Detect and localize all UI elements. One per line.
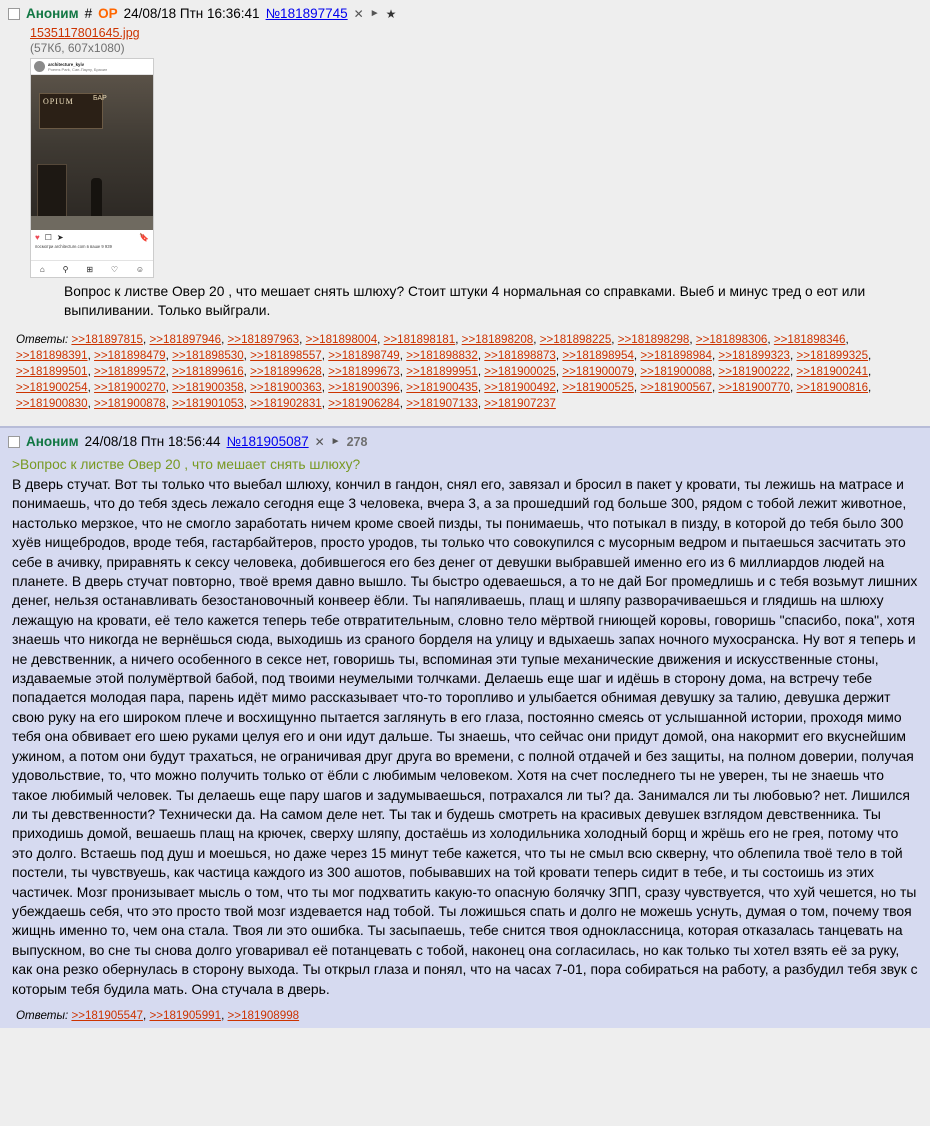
reply-count-badge: 278 (346, 435, 368, 449)
post-date: 24/08/18 Птн 18:56:44 (84, 434, 221, 449)
reply-post (0, 426, 930, 1028)
op-post-body: Вопрос к листве Овер 20 , что мешает снять шлюху? Стоит штуки 4 нормальная со справками. Выеб и минус тред о еот или выпиливании. Только выйграли. (64, 284, 866, 318)
op-answers (16, 332, 922, 412)
answer-reference-link[interactable]: >>181899323 (718, 349, 790, 362)
answer-reference-link[interactable]: >>181899951 (406, 365, 478, 378)
search-icon[interactable]: ⚲ (62, 264, 69, 274)
answer-reference-link[interactable]: >>181900878 (94, 397, 166, 410)
answer-reference-link[interactable]: >>181898557 (250, 349, 322, 362)
reply-post-body: В дверь стучат. Вот ты только что выебал шлюху, кончил в гандон, снял его, завязал и бросил в пакет у кровати, ты лежишь на матрасе и понимаешь, что до тебя здесь лежало сегодня еще 3 человека, вчера 3, а за прошедший год больше 300, рядом с тобой лежит животное, настолько мерзкое, что не смогло заработать ничем кроме своей пизды, ты понимаешь, что потыкал в пизду, в которой до тебя было 300 хуёв нищебродов, вроде тебя, гастарбайтеров, просто уродов, ты только что совокупился с мусорным ведром и пытаешься засчитать это себе в ачивку, приравнять к сексу человека, добившегося его без денег от девушки выбравшей именно его из 6 миллиардов людей на планете. В дверь стучат повторно, твоё время давно вышло. Ты быстро одеваешься, а то не дай Бог промедлишь и с тебя возьмут лишних денег, нельзя останавливать безостановочный конвеер ёбли. Ты напяливаешь, плащ и шляпу разворачиваешься и глядишь на шлюху лежащую на кровати, её тело кажется теперь тебе отвратительным, словно тело мёртвой гниющей коровы, говоришь "спасибо, пока", хотя знаешь что никогда не вернёшься сюда, выходишь из сраного борделя на улицу и вдыхаешь запах ночного мухосранска. Ну вот я теперь и не девственник, а ничего особенного в сексе нет, говоришь ты, вспоминая эти тупые механические движения и искусственные стоны, издаваемые этой полумёртвой бабой, под твоими неумелыми толчками. Делаешь еще шаг и идёшь в сторону дома, на встречу тебе попадается молодая пара, парень идёт мимо рассказывает что-то торопливо и улыбается обнимая девушку за талию, девушка держит свою руку на его широком плече и восхищунно пытается заглянуть в его глаза, постоянно смеясь от услышанной истории, проходя мимо тебя она обвивает его шею руками целуя его и они идут дальше. Ты знаешь, что сейчас они придут домой, она накормит его вкуснейшим ужином, а потом они будут трахаться, не ограничивая друг друга во времени, с полной отдачей и без защиты, на полном доверии, получая удовольствие, то, что можно получить только от ёбли с любимым человеком. Хотя на счет последнего ты не уверен, ты не знаешь что такое любимый человек. Ты делаешь еще пару шагов и задумываешься, потрахался ли ты? да. Занимался ли ты любовью? нет. Лишился ли ты девственности? Технически да. На самом деле нет. Ты так и будешь смотреть на красивых девушек взглядом девственника. Ты приходишь домой, вешаешь плащ на крючек, сверху шляпу, достаёшь из холодильника холодный борщ и жрёшь его не грея, потому что это долго. Встаешь под душ и моешься, но даже через 15 минут тебе кажется, что ты не смыл всю скверну, что облепила твоё тело в той постели, ты чувствуешь, как частица каждого из 300 ашотов, побывавших на той кровати теперь сидит в тебе, и ты состоишь из этих частичек. Мозг пронизывает мысль о том, что ты мог подхватить какую-то опасную болячку ЗПП, сразу чувствуется, что хуй чешется, но ты убеждаешь себя, что это просто твой мозг издевается над тобой. Ты ложишься спать и долго не можешь уснуть, думая о том, почему твоя жищнь именно то, чем она стала. Твоя ли это ошибка. Ты засыпаешь, тебе снится твоя одноклассница, которая отказалась танцевать на выпускном, во сне ты снова долго уговаривал её потанцевать с тобой, наконец она согласилась, но как только ты хотел взять её за руку, как она резко обернулась в сторону выхода. Ты открыл глаза и понял, что на часах 7-01, пора собираться на работу, а разбудил тебя звук с которым тебя будила мать. Она стучала в дверь. (12, 476, 918, 997)
reply-answers (16, 1009, 922, 1022)
answer-reference-link[interactable]: >>181900241 (796, 365, 869, 378)
reply-post-header (8, 434, 922, 450)
answer-reference-link[interactable]: >>181897946 (149, 333, 222, 346)
answer-reference-link[interactable]: >>181901053 (172, 397, 244, 410)
answer-reference-link[interactable]: >>181899501 (16, 365, 88, 378)
answer-reference-link[interactable]: >>181897963 (227, 333, 300, 346)
answer-reference-link[interactable]: >>181905547 (71, 1008, 144, 1022)
answer-reference-link[interactable]: >>181898298 (617, 333, 690, 346)
sidewalk (31, 216, 153, 230)
comment-icon[interactable]: ☐ (44, 232, 52, 242)
shop-sign-text-secondary: БАР (93, 95, 107, 102)
post-date: 24/08/18 Птн 16:36:41 (123, 6, 260, 21)
answer-reference-link[interactable]: >>181900525 (562, 381, 634, 394)
star-icon[interactable]: ★ (385, 7, 397, 21)
reply-answers-list: >>181905547, >>181905991, >>181908998 (71, 1008, 300, 1022)
add-icon[interactable]: ⊞ (86, 264, 94, 274)
op-answers-list: >>181897815, >>181897946, >>181897963, >>181898004, >>181898181, >>181898208, >>181898225, >>181898298, >>181898306, >>181898346, >>181898391, >>181898479, >>181898530, >>181898557, >>181898749, >>181898832, >>181898873, >>181898954, >>181898984, >>181899323, >>181899325, >>181899501, >>181899572, >>181899616, >>181899628, >>181899673, >>181899951, >>181900025, >>181900079, >>181900088, >>181900222, >>181900241, >>181900254, >>181900270, >>181900358, >>181900363, >>181900396, >>181900435, >>181900492, >>181900525, >>181900567, >>181900770, >>181900816, >>181900830, >>181900878, >>181901053, >>181902831, >>181906284, >>181907133, >>181907237 (16, 333, 872, 410)
answer-reference-link[interactable]: >>181900816 (796, 381, 869, 394)
answer-reference-link[interactable]: >>181902831 (250, 397, 322, 410)
home-icon[interactable]: ⌂ (39, 264, 45, 274)
answer-reference-link[interactable]: >>181898004 (305, 333, 378, 346)
answer-reference-link[interactable]: >>181900435 (406, 381, 478, 394)
answer-reference-link[interactable]: >>181899616 (172, 365, 244, 378)
answer-reference-link[interactable]: >>181898181 (383, 333, 456, 346)
answers-label: Ответы: (16, 1008, 69, 1022)
instagram-caption: посмотри architecture.com в ваше 9 939 (31, 244, 153, 250)
op-post-header (8, 6, 922, 22)
shop-sign-text: OPIUM (43, 97, 74, 106)
answer-reference-link[interactable]: >>181900567 (640, 381, 712, 394)
doorway (37, 164, 67, 218)
close-icon[interactable]: ✕ (314, 435, 325, 449)
poster-name: Аноним (26, 434, 79, 449)
file-meta: (57Кб, 607x1080) (30, 41, 125, 55)
answer-reference-link[interactable]: >>181907237 (484, 397, 556, 410)
bookmark-icon[interactable]: 🔖 (139, 232, 149, 242)
answer-reference-link[interactable]: >>181898984 (640, 349, 712, 362)
like-icon[interactable]: ♡ (110, 264, 119, 274)
poster-name: Аноним (26, 6, 79, 21)
answer-reference-link[interactable]: >>181906284 (328, 397, 400, 410)
answer-reference-link[interactable]: >>181898749 (328, 349, 400, 362)
op-badge: OP (98, 6, 118, 21)
file-name-link[interactable]: 1535117801645.jpg (30, 26, 140, 40)
answer-reference-link[interactable]: >>181897815 (71, 333, 144, 346)
post-thumbnail[interactable] (30, 58, 154, 278)
instagram-location: Poems Park, Сан-Паулу, Бразил (48, 66, 108, 72)
answer-reference-link[interactable]: >>181905991 (149, 1008, 222, 1022)
answer-reference-link[interactable]: >>181908998 (227, 1008, 300, 1022)
post-number-link[interactable]: №181905087 (226, 434, 309, 449)
answer-reference-link[interactable]: >>181898832 (406, 349, 478, 362)
quoted-text: >Вопрос к листве Овер 20 , что мешает снять шлюху? (12, 457, 361, 472)
answer-reference-link[interactable]: >>181900088 (640, 365, 712, 378)
answer-reference-link[interactable]: >>181907133 (406, 397, 478, 410)
answer-reference-link[interactable]: >>181900222 (718, 365, 790, 378)
answer-reference-link[interactable]: >>181900358 (172, 381, 244, 394)
answer-reference-link[interactable]: >>181899325 (796, 349, 869, 362)
post-select-checkbox[interactable] (8, 436, 20, 448)
answer-reference-link[interactable]: >>181898954 (562, 349, 634, 362)
answer-reference-link[interactable]: >>181900025 (484, 365, 556, 378)
answer-reference-link[interactable]: >>181900363 (250, 381, 322, 394)
answer-reference-link[interactable]: >>181900830 (16, 397, 88, 410)
answer-reference-link[interactable]: >>181900396 (328, 381, 400, 394)
answer-reference-link[interactable]: >>181898391 (16, 349, 88, 362)
answer-reference-link[interactable]: >>181900770 (718, 381, 790, 394)
answer-reference-link[interactable]: >>181898306 (695, 333, 768, 346)
play-icon[interactable]: ► (369, 8, 380, 19)
heart-icon[interactable]: ♥ (35, 232, 40, 242)
answer-reference-link[interactable]: >>181898225 (539, 333, 612, 346)
answer-reference-link[interactable]: >>181899572 (94, 365, 166, 378)
post-number-link[interactable]: №181897745 (265, 6, 348, 21)
share-icon[interactable]: ➤ (56, 232, 64, 242)
answer-reference-link[interactable]: >>181898208 (461, 333, 534, 346)
instagram-header (31, 59, 153, 75)
photo-area (31, 75, 153, 230)
close-icon[interactable]: ✕ (353, 7, 364, 21)
answer-reference-link[interactable]: >>181898479 (94, 349, 166, 362)
answer-reference-link[interactable]: >>181898346 (773, 333, 846, 346)
profile-icon[interactable]: ☺ (135, 264, 145, 274)
file-block (30, 25, 922, 278)
answer-reference-link[interactable]: >>181898873 (484, 349, 556, 362)
answer-reference-link[interactable]: >>181898530 (172, 349, 244, 362)
post-select-checkbox[interactable] (8, 8, 20, 20)
instagram-account-name: architecture_kyiv (48, 61, 85, 67)
answer-reference-link[interactable]: >>181900079 (562, 365, 634, 378)
play-icon[interactable]: ► (330, 436, 341, 447)
answer-reference-link[interactable]: >>181900254 (16, 381, 88, 394)
hash-sign: # (84, 6, 93, 21)
answer-reference-link[interactable]: >>181900270 (94, 381, 166, 394)
answer-reference-link[interactable]: >>181899628 (250, 365, 322, 378)
op-post (0, 0, 930, 418)
instagram-actions (31, 230, 153, 244)
answer-reference-link[interactable]: >>181900492 (484, 381, 556, 394)
answer-reference-link[interactable]: >>181899673 (328, 365, 400, 378)
avatar (34, 61, 45, 72)
answers-label: Ответы: (16, 333, 69, 346)
instagram-navbar (31, 260, 153, 277)
